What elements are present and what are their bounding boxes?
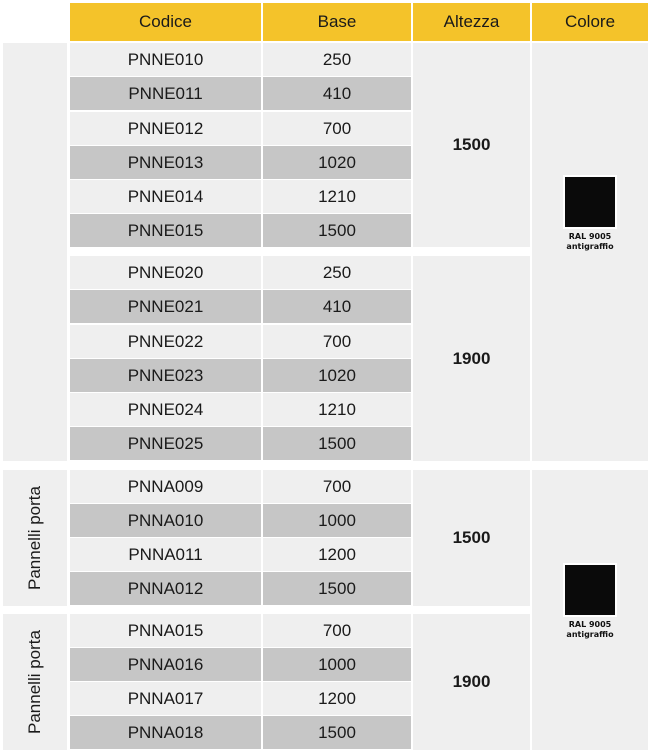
color-code: RAL 9005 [568, 232, 612, 241]
base-cell: 700 [263, 112, 411, 145]
codice-cell: PNNE013 [70, 146, 261, 179]
color-code: RAL 9005 [568, 620, 612, 629]
base-cell: 700 [263, 325, 411, 358]
color-label [566, 232, 613, 252]
side-label-2 [3, 614, 67, 750]
base-cell: 410 [263, 290, 411, 323]
header-altezza: Altezza [413, 3, 530, 41]
base-cell: 1000 [263, 504, 411, 537]
color-finish: antigraffio [566, 630, 614, 639]
base-cell: 1200 [263, 538, 411, 571]
base-cell: 250 [263, 256, 411, 289]
base-cell: 1020 [263, 359, 411, 392]
codice-cell: PNNE011 [70, 77, 261, 110]
altezza-cell: 1900 [413, 614, 530, 750]
codice-cell: PNNE012 [70, 112, 261, 145]
codice-cell: PNNA010 [70, 504, 261, 537]
base-cell: 1000 [263, 648, 411, 681]
base-cell: 700 [263, 470, 411, 503]
base-cell: 1200 [263, 682, 411, 715]
side-label-1 [3, 470, 67, 606]
altezza-cell: 1500 [413, 470, 530, 606]
side-block-1 [3, 43, 67, 461]
color-finish: antigraffio [566, 242, 614, 251]
side-label-text: Pannelli porta [25, 630, 44, 734]
codice-cell: PNNE022 [70, 325, 261, 358]
codice-cell: PNNA018 [70, 716, 261, 749]
altezza-cell: 1500 [413, 43, 530, 247]
codice-cell: PNNE010 [70, 43, 261, 76]
header-codice: Codice [70, 3, 261, 41]
codice-cell: PNNE015 [70, 214, 261, 247]
codice-cell: PNNE021 [70, 290, 261, 323]
codice-cell: PNNA016 [70, 648, 261, 681]
base-cell: 1500 [263, 427, 411, 460]
base-cell: 1020 [263, 146, 411, 179]
side-label-text: Pannelli porta [25, 486, 44, 590]
codice-cell: PNNE014 [70, 180, 261, 213]
color-swatch [563, 563, 617, 617]
base-cell: 250 [263, 43, 411, 76]
codice-cell: PNNE025 [70, 427, 261, 460]
codice-cell: PNNA012 [70, 572, 261, 605]
codice-cell: PNNA009 [70, 470, 261, 503]
base-cell: 1500 [263, 716, 411, 749]
colore-cell [532, 470, 648, 750]
altezza-cell: 1900 [413, 256, 530, 461]
codice-cell: PNNE023 [70, 359, 261, 392]
base-cell: 1500 [263, 214, 411, 247]
base-cell: 410 [263, 77, 411, 110]
header-colore: Colore [532, 3, 648, 41]
codice-cell: PNNA015 [70, 614, 261, 647]
color-swatch [563, 175, 617, 229]
codice-cell: PNNA011 [70, 538, 261, 571]
base-cell: 1210 [263, 393, 411, 426]
colore-cell [532, 43, 648, 461]
base-cell: 700 [263, 614, 411, 647]
codice-cell: PNNE020 [70, 256, 261, 289]
codice-cell: PNNA017 [70, 682, 261, 715]
base-cell: 1500 [263, 572, 411, 605]
color-label [566, 620, 613, 640]
codice-cell: PNNE024 [70, 393, 261, 426]
base-cell: 1210 [263, 180, 411, 213]
header-base: Base [263, 3, 411, 41]
